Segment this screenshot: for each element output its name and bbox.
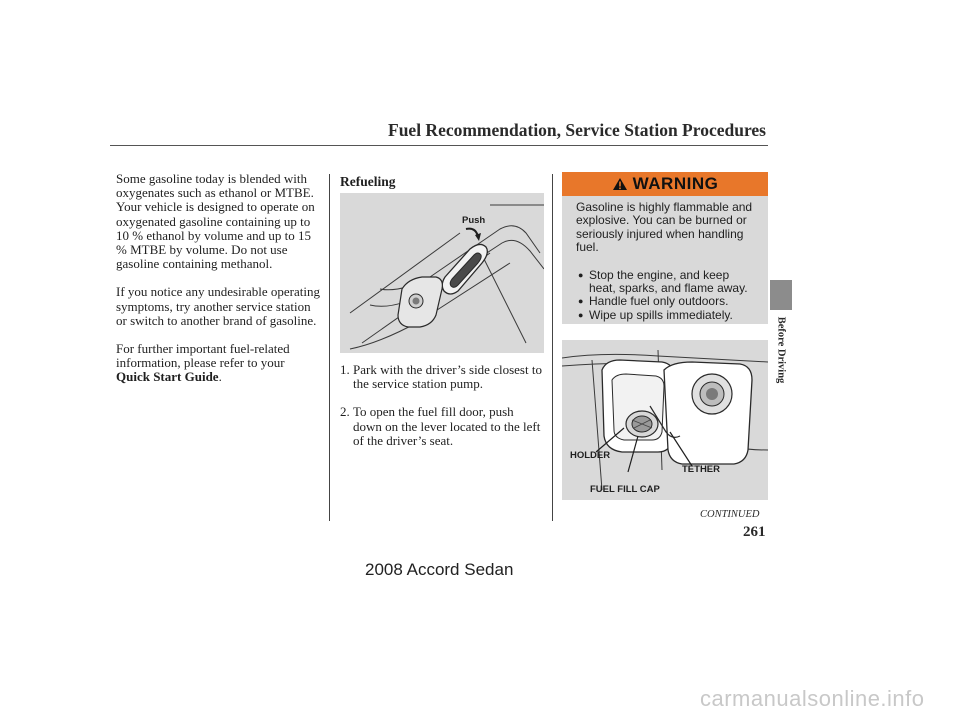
step-2-number: 2.: [340, 404, 350, 420]
section-tab-text: Before Driving: [775, 316, 787, 384]
push-label: Push: [462, 215, 486, 226]
column-divider-left: [329, 174, 330, 521]
step-1-number: 1.: [340, 362, 350, 377]
warning-title: WARNING: [632, 174, 719, 193]
step-2: [340, 405, 545, 448]
step-1: [340, 363, 545, 391]
page-number: 261: [743, 524, 766, 540]
step-2-text: To open the fuel fill door, push down on the lever located to the left of the driver’s seat.: [353, 404, 541, 448]
paragraph-symptoms: If you notice any undesirable operating symptoms, try another service station or switch to another brand of gasoline.: [116, 284, 320, 328]
further-info-text: For further important fuel-related information, please refer to your: [116, 341, 290, 371]
warning-bullet: ● Handle fuel only outdoors.: [576, 295, 758, 308]
header-rule: [110, 145, 768, 146]
holder-label: HOLDER: [570, 450, 611, 461]
warning-bullet: ● Stop the engine, and keep heat, sparks, and flame away.: [576, 269, 758, 296]
refueling-steps: [340, 363, 545, 462]
paragraph-oxygenates: Some gasoline today is blended with oxygenates such as ethanol or MTBE. Your vehicle is designed to operate on oxygenated gasoline containing up to 10 % ethanol by volume and up to 15 % MTBE by volume. Do not use gasoline containing methanol.: [116, 171, 315, 272]
section-tab-marker: [770, 280, 792, 310]
section-tab-label: [770, 310, 792, 390]
fuel-door-lever-figure: [340, 193, 544, 353]
quick-start-guide-ref: Quick Start Guide: [116, 369, 219, 385]
warning-intro: Gasoline is highly flammable and explosive. You can be burned or seriously injured when handling fuel.: [576, 200, 753, 255]
step-1-text: Park with the driver’s side closest to the service station pump.: [353, 362, 542, 392]
warning-bullet: ● Wipe up spills immediately.: [576, 309, 758, 322]
left-column: [116, 172, 324, 399]
period: .: [218, 369, 222, 385]
page-title: Fuel Recommendation, Service Station Procedures: [388, 120, 766, 140]
refueling-heading: Refueling: [340, 174, 396, 189]
paragraph-further-info: [116, 342, 324, 385]
fuel-cap-figure: [562, 340, 768, 500]
fuel-fill-cap-label: FUEL FILL CAP: [590, 484, 660, 495]
warning-header: [562, 172, 768, 196]
tether-label: TETHER: [682, 464, 720, 475]
model-name: 2008 Accord Sedan: [365, 560, 514, 579]
warning-body: [562, 196, 768, 324]
fuel-door-lever-illustration: [340, 193, 544, 353]
continued-label: CONTINUED: [700, 509, 760, 520]
column-divider-right: [552, 174, 553, 521]
watermark: carmanualsonline.info: [700, 686, 925, 711]
warning-triangle-icon: [612, 177, 628, 191]
warning-bullets: [576, 269, 758, 323]
fuel-cap-illustration: [562, 340, 768, 500]
